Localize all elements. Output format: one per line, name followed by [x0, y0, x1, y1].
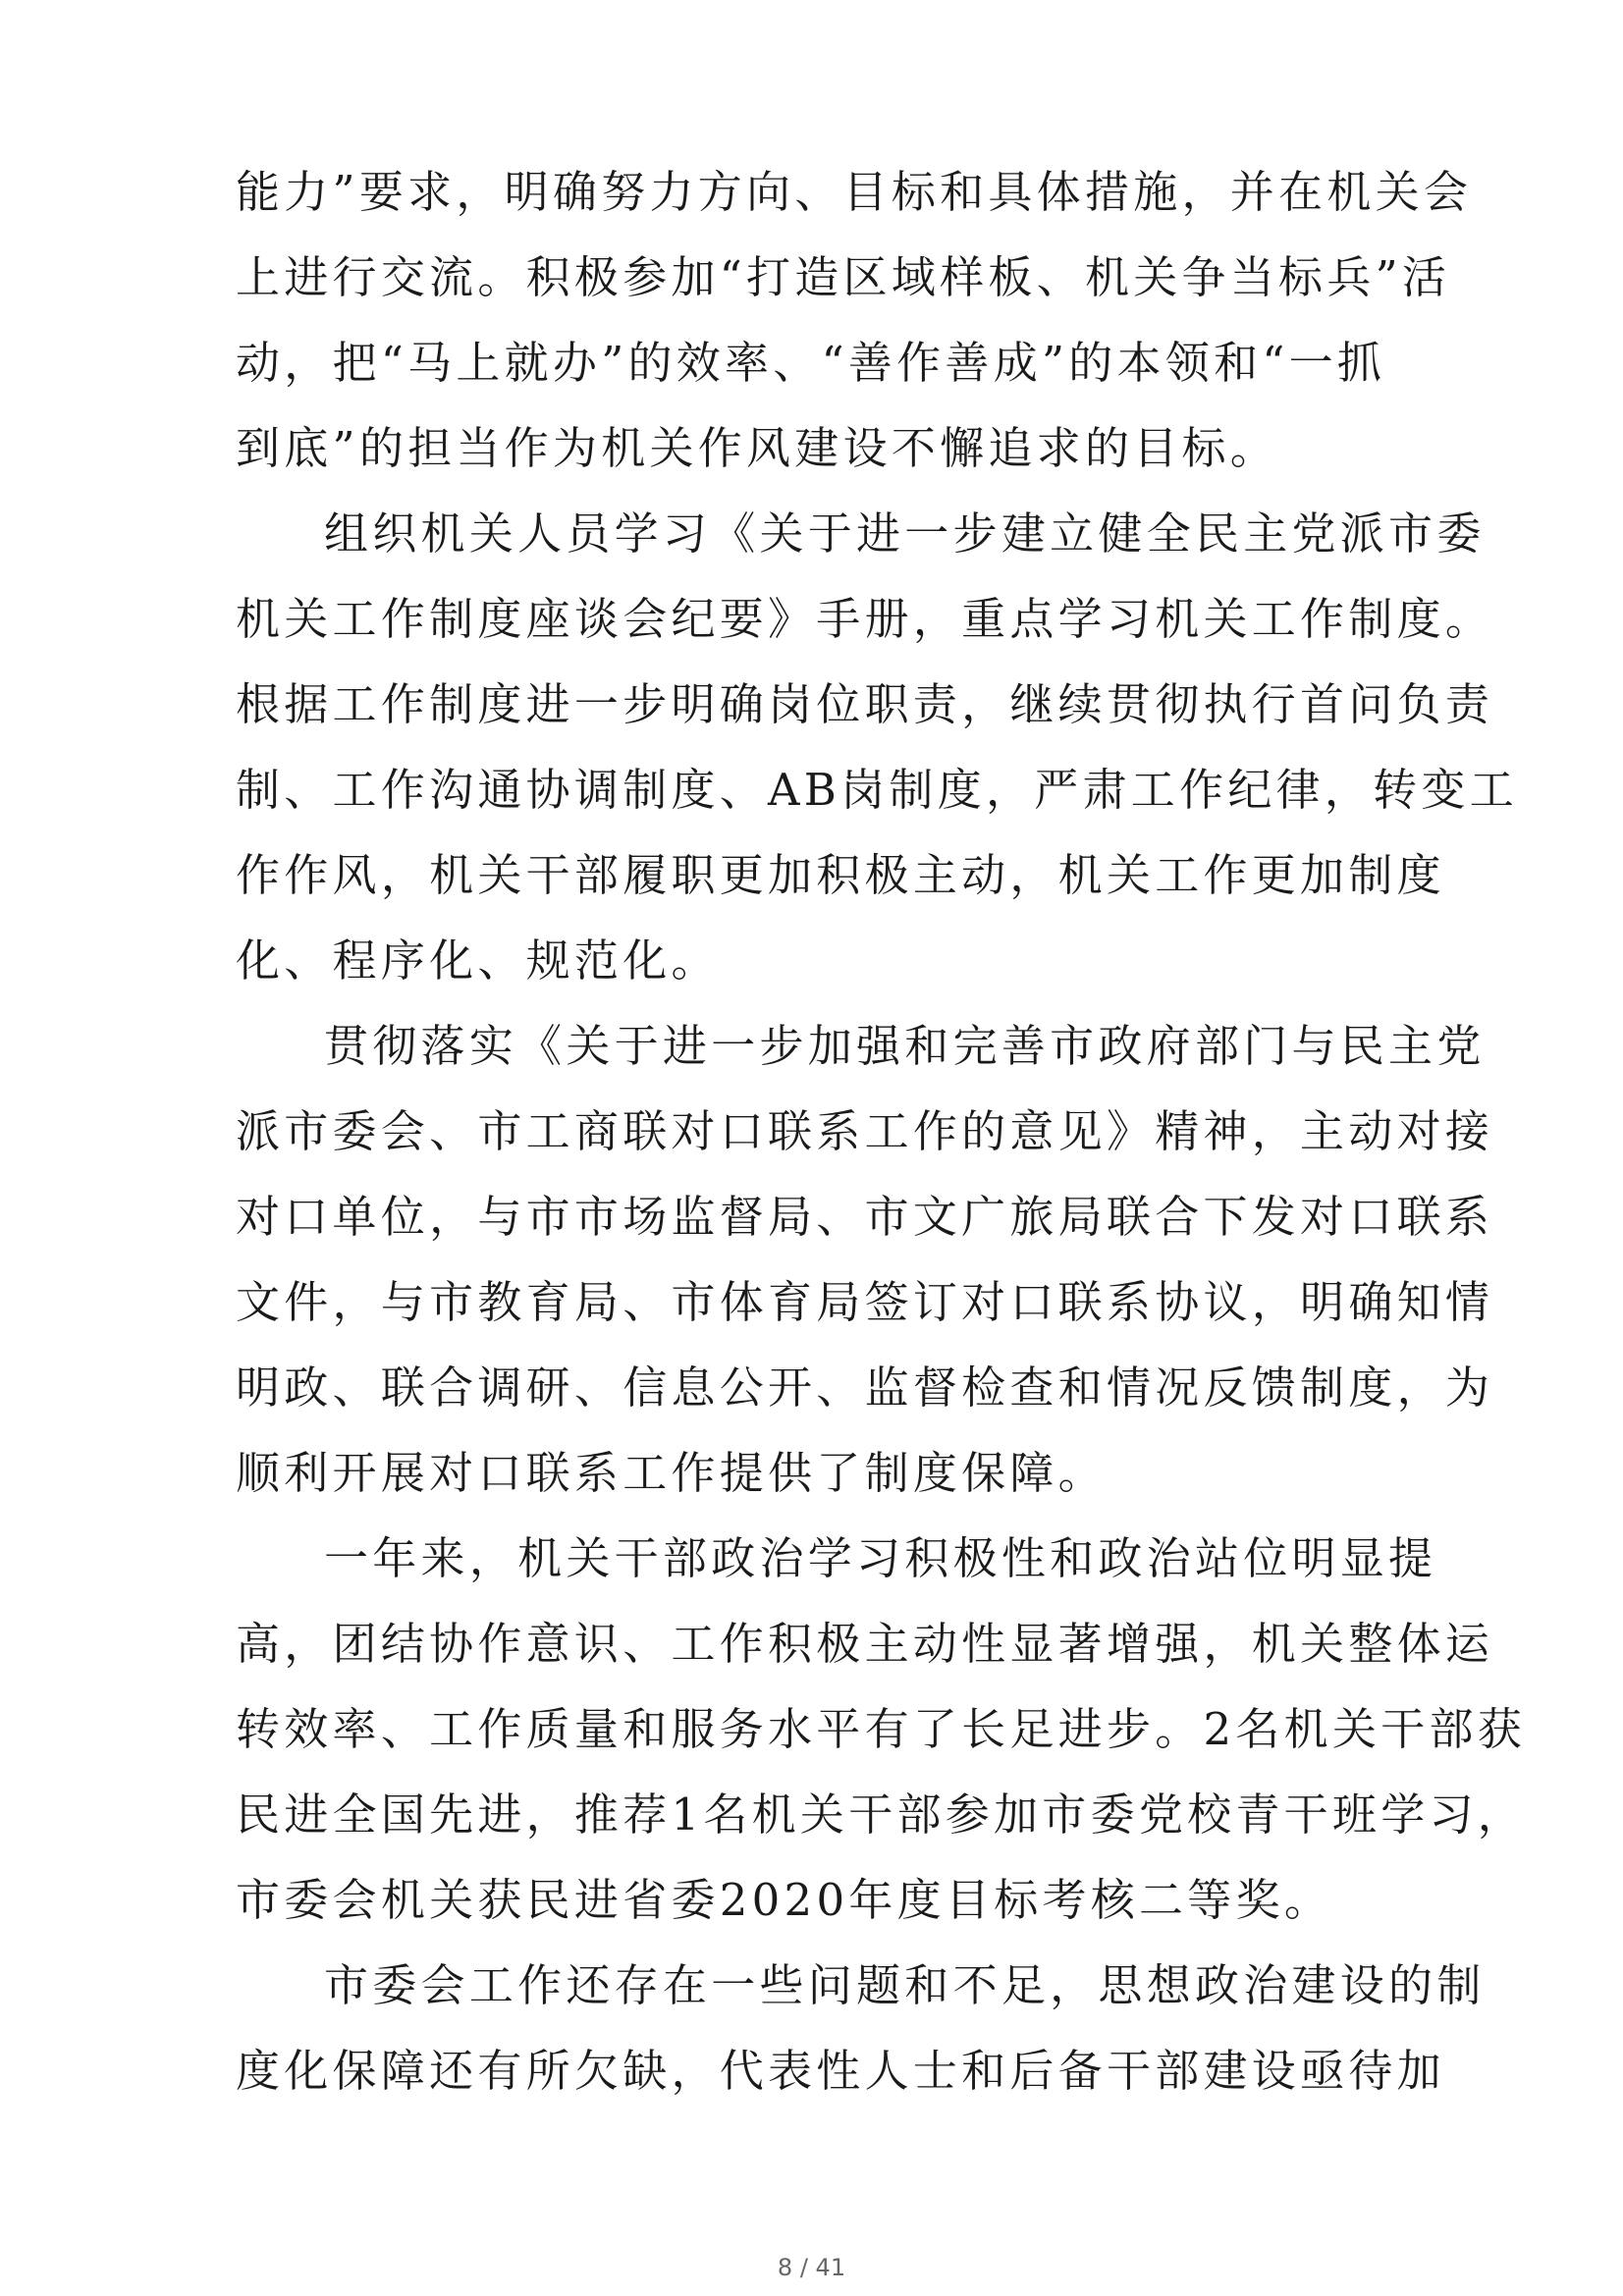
total-pages-number: 41	[815, 2254, 846, 2281]
text-line: 化、程序化、规范化。	[236, 934, 720, 987]
text-line: 动，把“马上就办”的效率、“善作善成”的本领和“一抓	[236, 337, 1386, 389]
text-line: 到底”的担当作为机关作风建设不懈追求的目标。	[236, 422, 1279, 474]
text-line: 上进行交流。积极参加“打造区域样板、机关争当标兵”活	[236, 251, 1451, 303]
text-line: 作作风，机关干部履职更加积极主动，机关工作更加制度	[236, 849, 1445, 901]
paragraph-first-line: 组织机关人员学习《关于进一步建立健全民主党派市委	[324, 507, 1486, 560]
text-line: 度化保障还有所欠缺，代表性人士和后备干部建设亟待加	[236, 2045, 1445, 2097]
text-line: 对口单位，与市市场监督局、市文广旅局联合下发对口联系	[236, 1191, 1494, 1243]
text-line: 根据工作制度进一步明确岗位职责，继续贯彻执行首问负责	[236, 678, 1494, 730]
text-line: 文件，与市教育局、市体育局签订对口联系协议，明确知情	[236, 1276, 1494, 1328]
text-line: 明政、联合调研、信息公开、监督检查和情况反馈制度，为	[236, 1362, 1494, 1414]
text-line: 市委会机关获民进省委2020年度目标考核二等奖。	[236, 1874, 1333, 1926]
text-line: 能力”要求，明确努力方向、目标和具体措施，并在机关会	[236, 166, 1473, 218]
text-line: 顺利开展对口联系工作提供了制度保障。	[236, 1447, 1107, 1499]
text-line: 民进全国先进，推荐1名机关干部参加市委党校青干班学习，	[236, 1789, 1527, 1841]
paragraph-first-line: 一年来，机关干部政治学习积极性和政治站位明显提	[324, 1532, 1437, 1584]
current-page-number: 8	[777, 2254, 793, 2281]
text-line: 制、工作沟通协调制度、AB岗制度，严肃工作纪律，转变工	[236, 764, 1518, 816]
page-separator: /	[799, 2254, 808, 2281]
paragraph-first-line: 市委会工作还存在一些问题和不足，思想政治建设的制	[324, 1959, 1486, 2011]
text-line: 机关工作制度座谈会纪要》手册，重点学习机关工作制度。	[236, 593, 1494, 645]
paragraph-first-line: 贯彻落实《关于进一步加强和完善市政府部门与民主党	[324, 1020, 1486, 1072]
text-line: 派市委会、市工商联对口联系工作的意见》精神，主动对接	[236, 1105, 1494, 1157]
text-line: 转效率、工作质量和服务水平有了长足进步。2名机关干部获	[236, 1703, 1527, 1755]
document-body	[236, 149, 1527, 2113]
text-line: 高，团结协作意识、工作积极主动性显著增强，机关整体运	[236, 1618, 1494, 1670]
page-number	[0, 2254, 1623, 2281]
